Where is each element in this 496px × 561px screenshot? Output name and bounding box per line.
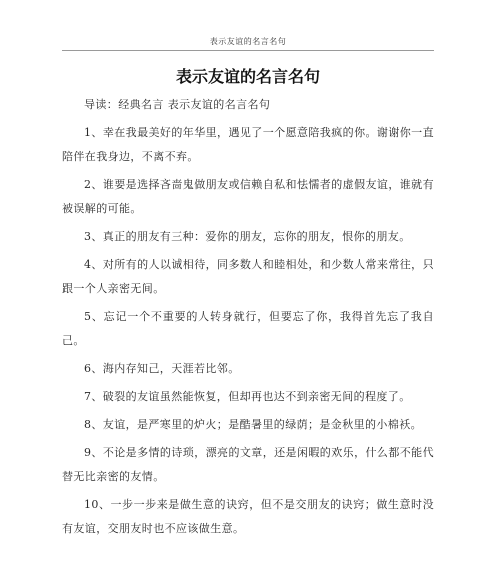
quote-paragraph-2: 2、谁要是选择吝啬鬼做朋友或信赖自私和怯懦者的虚假友谊，谁就有被误解的可能。 [62, 178, 434, 215]
page-header: 表示友谊的名言名句 [209, 37, 287, 46]
quote-paragraph-10: 10、一步一步来是做生意的诀窍，但不是交朋友的诀窍；做生意时没有友谊，交朋友时也不应该做生意。 [62, 498, 434, 535]
quote-paragraph-9: 9、不论是多情的诗琐，漂亮的文章，还是闲暇的欢乐，什么都不能代替无比亲密的友情。 [62, 446, 434, 483]
quote-paragraph-1: 1、幸在我最美好的年华里，遇见了一个愿意陪我疯的你。谢谢你一直陪伴在我身边，不离不弃。 [62, 126, 434, 163]
header-divider [62, 50, 434, 51]
quote-paragraph-6: 6、海内存知己，天涯若比邻。 [84, 362, 240, 375]
quote-paragraph-8: 8、友谊，是严寒里的炉火；是酷暑里的绿荫；是金秋里的小棉袄。 [84, 418, 422, 431]
quote-paragraph-7: 7、破裂的友谊虽然能恢复，但却再也达不到亲密无间的程度了。 [84, 390, 411, 403]
document-body [62, 93, 434, 545]
document-title: 表示友谊的名言名句 [175, 67, 320, 86]
intro-paragraph: 导读：经典名言 表示友谊的名言名句 [84, 98, 271, 111]
quote-paragraph-3: 3、真正的朋友有三种：爱你的朋友，忘你的朋友，恨你的朋友。 [84, 230, 411, 243]
quote-paragraph-5: 5、忘记一个不重要的人转身就行，但要忘了你，我得首先忘了我自己。 [62, 310, 434, 347]
quote-paragraph-4: 4、对所有的人以诚相待，同多数人和睦相处，和少数人常来常往，只跟一个人亲密无间。 [62, 258, 434, 295]
